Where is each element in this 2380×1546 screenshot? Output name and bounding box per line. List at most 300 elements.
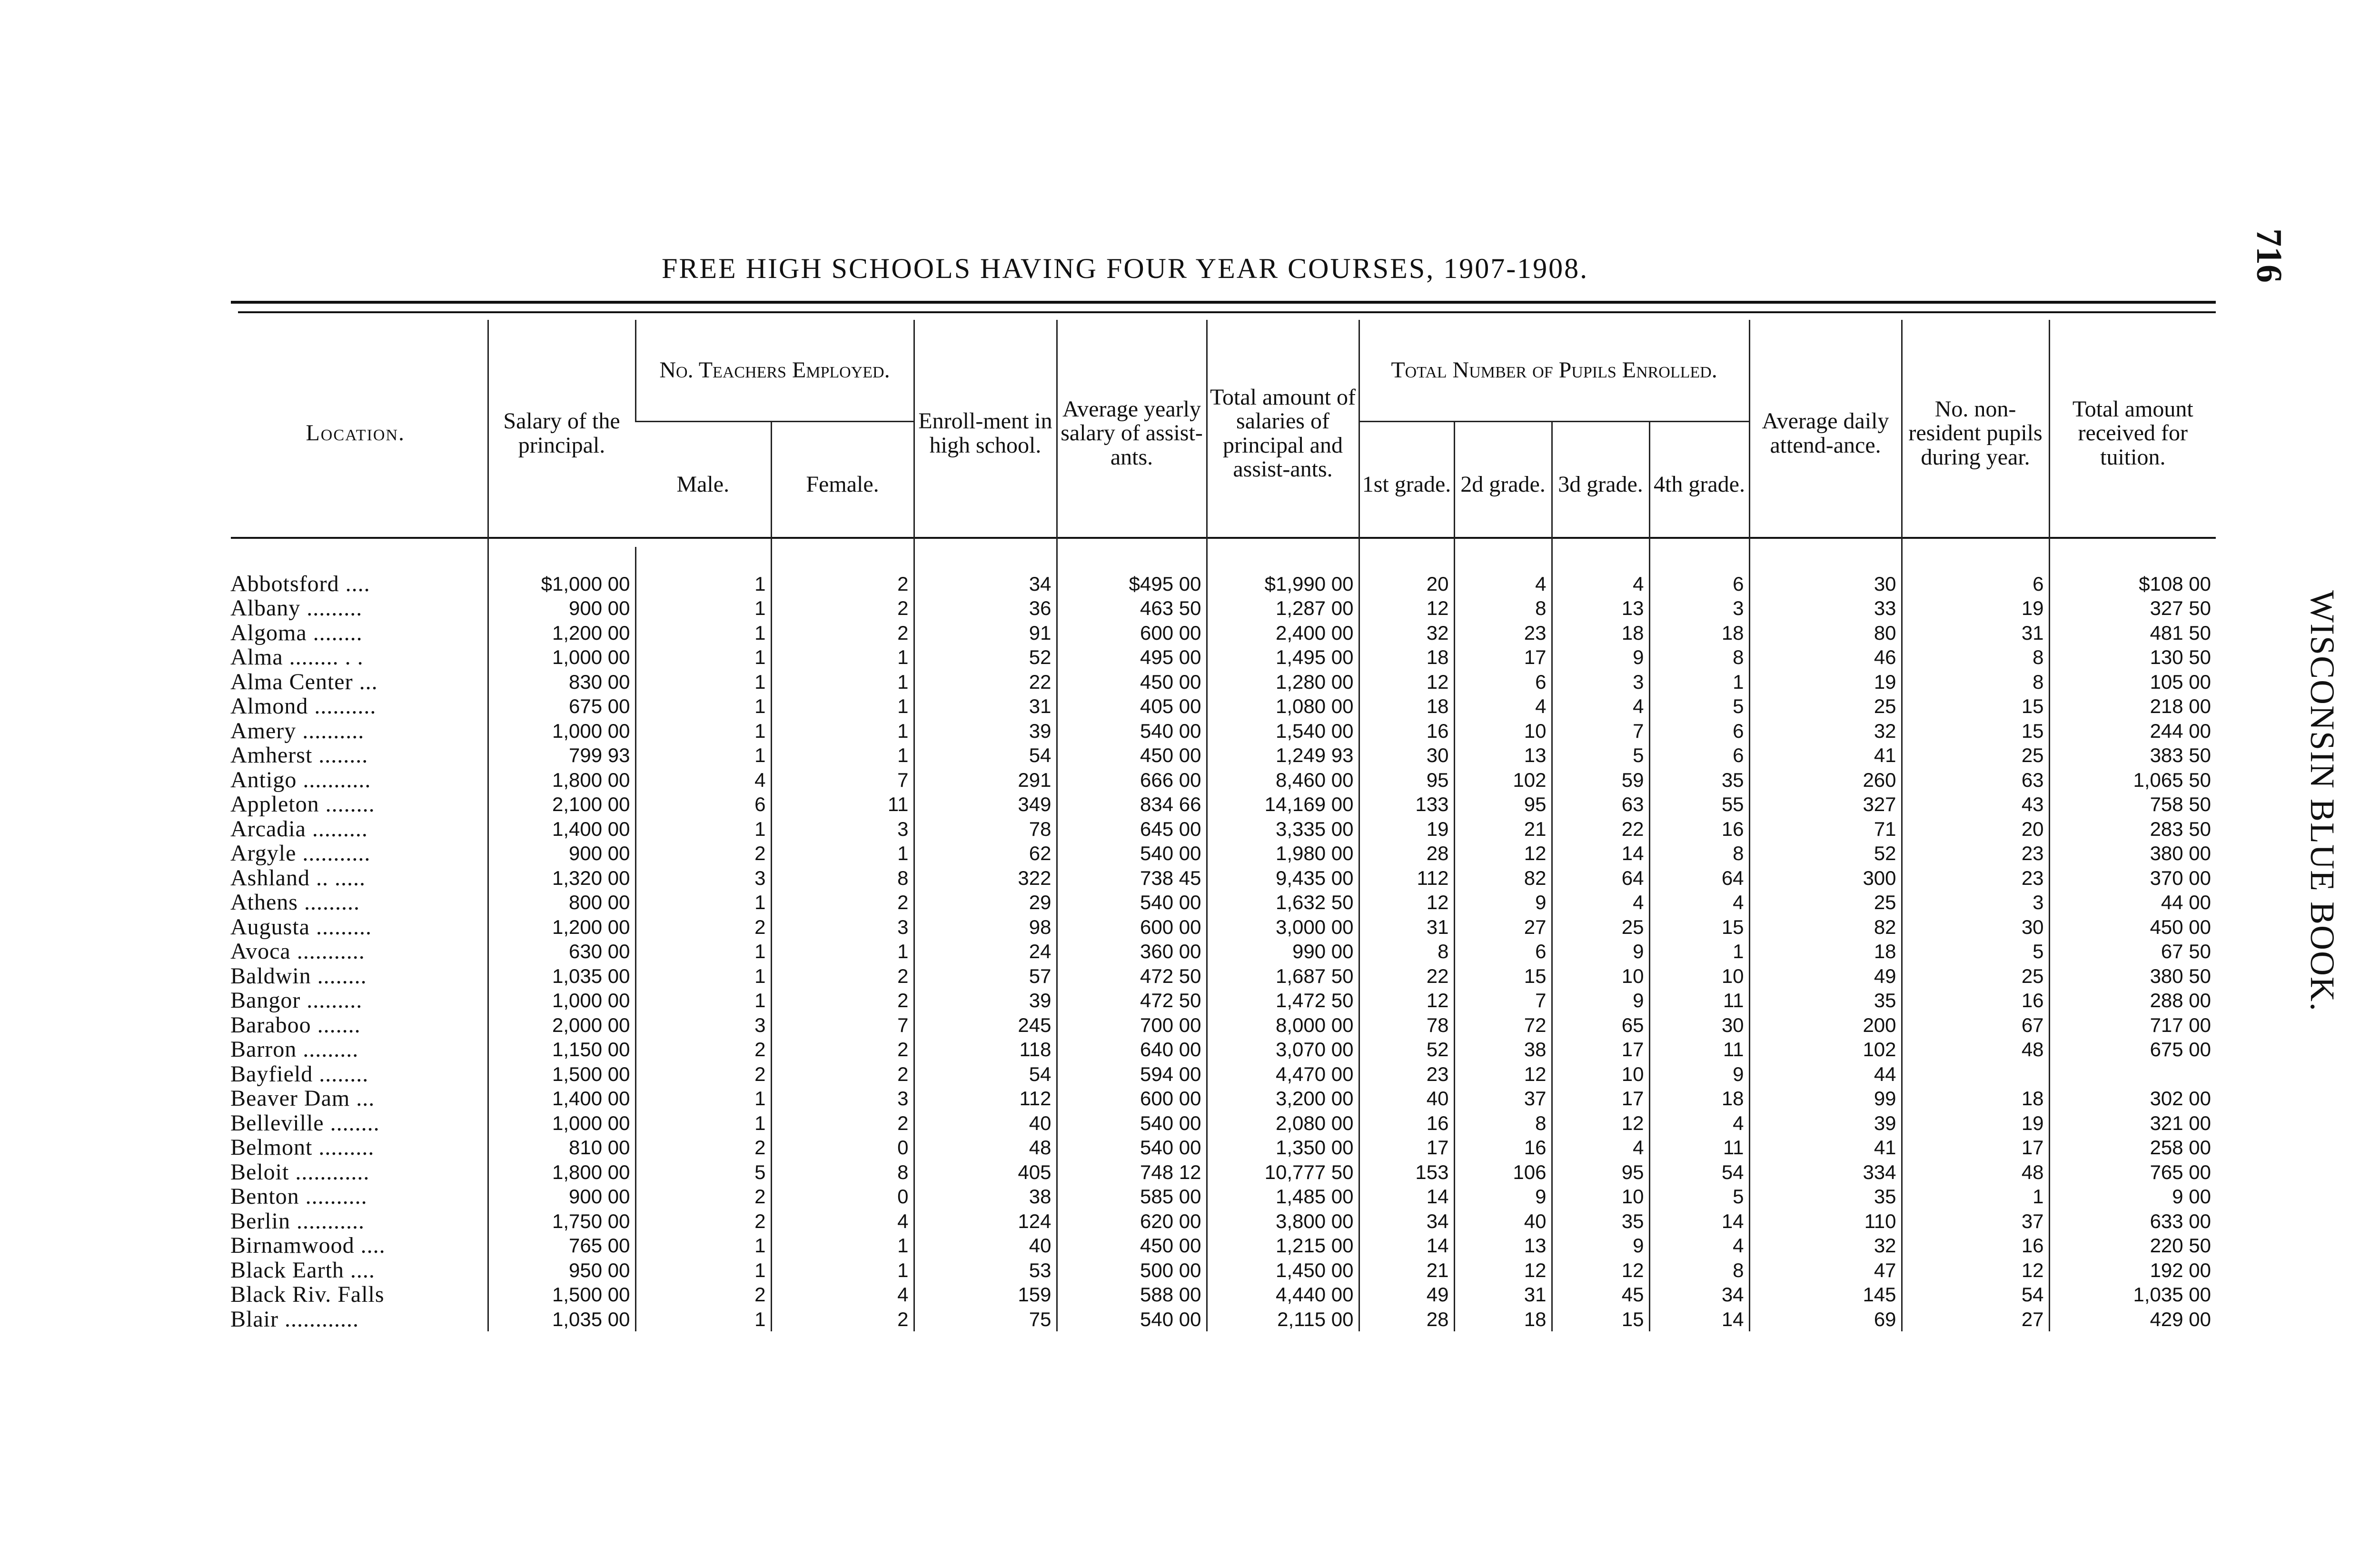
cell-male-teachers: 5 <box>635 1160 771 1185</box>
cell-female-teachers: 2 <box>771 621 914 645</box>
cell-female-teachers: 1 <box>771 1258 914 1283</box>
cell-male-teachers: 1 <box>635 1233 771 1258</box>
cell-location: Algoma ........ <box>230 620 363 645</box>
cell-total-salaries: 1,287 00 <box>1207 596 1359 621</box>
cell-nonresident-pupils: 16 <box>1902 988 2049 1013</box>
cell-grade-4: 14 <box>1649 1307 1749 1332</box>
table-row <box>224 572 2216 596</box>
cell-grade-2: 102 <box>1454 768 1552 793</box>
cell-male-teachers: 2 <box>635 915 771 940</box>
cell-tuition: 130 50 <box>2049 645 2216 670</box>
cell-avg-salary-assistants: 360 00 <box>1057 939 1207 964</box>
cell-enrollment: 34 <box>914 572 1057 596</box>
cell-male-teachers: 1 <box>635 743 771 768</box>
cell-location: Albany ......... <box>230 596 363 621</box>
cell-grade-2: 27 <box>1454 915 1552 940</box>
cell-location: Blair ............ <box>230 1307 359 1331</box>
cell-nonresident-pupils: 25 <box>1902 743 2049 768</box>
cell-salary-principal: $1,000 00 <box>488 572 635 596</box>
cell-nonresident-pupils: 48 <box>1902 1037 2049 1062</box>
cell-salary-principal: 2,100 00 <box>488 792 635 817</box>
cell-grade-4: 11 <box>1649 1135 1749 1160</box>
cell-enrollment: 40 <box>914 1111 1057 1136</box>
cell-male-teachers: 1 <box>635 694 771 719</box>
cell-total-salaries: 4,440 00 <box>1207 1282 1359 1307</box>
cell-location: Baraboo ....... <box>230 1012 361 1037</box>
cell-enrollment: 349 <box>914 792 1057 817</box>
cell-total-salaries: 4,470 00 <box>1207 1062 1359 1087</box>
cell-grade-2: 40 <box>1454 1209 1552 1234</box>
cell-female-teachers: 8 <box>771 866 914 891</box>
header-avg-salary-assistants: Average yearly salary of assist-ants. <box>1057 320 1207 547</box>
cell-grade-1: 23 <box>1359 1062 1454 1087</box>
cell-location: Abbotsford .... <box>230 571 370 596</box>
cell-male-teachers: 2 <box>635 1062 771 1087</box>
cell-tuition: 380 00 <box>2049 841 2216 866</box>
cell-grade-4: 18 <box>1649 1086 1749 1111</box>
cell-grade-3: 7 <box>1552 719 1649 743</box>
cell-salary-principal: 1,750 00 <box>488 1209 635 1234</box>
cell-nonresident-pupils: 3 <box>1902 890 2049 915</box>
cell-salary-principal: 630 00 <box>488 939 635 964</box>
cell-total-salaries: 3,200 00 <box>1207 1086 1359 1111</box>
cell-grade-1: 95 <box>1359 768 1454 793</box>
cell-grade-1: 14 <box>1359 1184 1454 1209</box>
cell-female-teachers: 1 <box>771 1233 914 1258</box>
cell-tuition: 450 00 <box>2049 915 2216 940</box>
cell-avg-salary-assistants: 738 45 <box>1057 866 1207 891</box>
cell-salary-principal: 900 00 <box>488 1184 635 1209</box>
cell-salary-principal: 1,035 00 <box>488 1307 635 1332</box>
cell-avg-salary-assistants: 405 00 <box>1057 694 1207 719</box>
cell-avg-attendance: 19 <box>1749 670 1902 694</box>
cell-salary-principal: 1,200 00 <box>488 621 635 645</box>
table-row <box>224 1209 2216 1234</box>
cell-nonresident-pupils: 25 <box>1902 964 2049 989</box>
cell-tuition: 383 50 <box>2049 743 2216 768</box>
cell-salary-principal: 1,000 00 <box>488 988 635 1013</box>
cell-grade-2: 8 <box>1454 596 1552 621</box>
cell-tuition: 380 50 <box>2049 964 2216 989</box>
cell-grade-2: 17 <box>1454 645 1552 670</box>
cell-avg-salary-assistants: 588 00 <box>1057 1282 1207 1307</box>
cell-grade-1: 12 <box>1359 596 1454 621</box>
cell-grade-3: 13 <box>1552 596 1649 621</box>
cell-total-salaries: 1,450 00 <box>1207 1258 1359 1283</box>
cell-avg-attendance: 18 <box>1749 939 1902 964</box>
cell-avg-attendance: 44 <box>1749 1062 1902 1087</box>
cell-salary-principal: 1,320 00 <box>488 866 635 891</box>
table-row <box>224 890 2216 915</box>
cell-enrollment: 39 <box>914 719 1057 743</box>
cell-location: Antigo ........... <box>230 767 371 792</box>
cell-tuition: 1,035 00 <box>2049 1282 2216 1307</box>
cell-total-salaries: 2,400 00 <box>1207 621 1359 645</box>
cell-male-teachers: 2 <box>635 1037 771 1062</box>
cell-grade-2: 18 <box>1454 1307 1552 1332</box>
cell-tuition: 283 50 <box>2049 817 2216 842</box>
cell-grade-1: 78 <box>1359 1013 1454 1038</box>
cell-female-teachers: 0 <box>771 1135 914 1160</box>
cell-enrollment: 118 <box>914 1037 1057 1062</box>
cell-female-teachers: 2 <box>771 988 914 1013</box>
cell-grade-3: 12 <box>1552 1258 1649 1283</box>
cell-grade-2: 21 <box>1454 817 1552 842</box>
cell-grade-2: 82 <box>1454 866 1552 891</box>
cell-tuition: 288 00 <box>2049 988 2216 1013</box>
cell-grade-2: 16 <box>1454 1135 1552 1160</box>
table-row <box>224 817 2216 842</box>
cell-male-teachers: 1 <box>635 1086 771 1111</box>
cell-avg-attendance: 33 <box>1749 596 1902 621</box>
cell-location: Amherst ........ <box>230 743 368 768</box>
cell-grade-4: 1 <box>1649 670 1749 694</box>
cell-male-teachers: 1 <box>635 988 771 1013</box>
cell-location: Baldwin ........ <box>230 963 367 988</box>
cell-avg-attendance: 71 <box>1749 817 1902 842</box>
cell-grade-2: 95 <box>1454 792 1552 817</box>
cell-tuition: 218 00 <box>2049 694 2216 719</box>
cell-location: Avoca ........... <box>230 939 365 964</box>
cell-grade-3: 35 <box>1552 1209 1649 1234</box>
table-row <box>224 939 2216 964</box>
cell-grade-3: 9 <box>1552 1233 1649 1258</box>
cell-grade-4: 11 <box>1649 1037 1749 1062</box>
cell-avg-salary-assistants: 585 00 <box>1057 1184 1207 1209</box>
table-row <box>224 1258 2216 1283</box>
cell-tuition: 429 00 <box>2049 1307 2216 1332</box>
cell-total-salaries: 1,495 00 <box>1207 645 1359 670</box>
cell-enrollment: 40 <box>914 1233 1057 1258</box>
cell-female-teachers: 2 <box>771 890 914 915</box>
cell-enrollment: 22 <box>914 670 1057 694</box>
cell-enrollment: 124 <box>914 1209 1057 1234</box>
cell-avg-attendance: 41 <box>1749 743 1902 768</box>
cell-avg-salary-assistants: 472 50 <box>1057 988 1207 1013</box>
cell-grade-1: 28 <box>1359 1307 1454 1332</box>
cell-enrollment: 75 <box>914 1307 1057 1332</box>
cell-nonresident-pupils: 23 <box>1902 866 2049 891</box>
cell-nonresident-pupils: 15 <box>1902 719 2049 743</box>
cell-grade-4: 3 <box>1649 596 1749 621</box>
cell-tuition: 327 50 <box>2049 596 2216 621</box>
header-pupils-enrolled: Total Number of Pupils Enrolled. <box>1359 320 1749 422</box>
cell-grade-2: 106 <box>1454 1160 1552 1185</box>
cell-location: Black Earth .... <box>230 1258 375 1282</box>
cell-avg-attendance: 110 <box>1749 1209 1902 1234</box>
cell-grade-1: 21 <box>1359 1258 1454 1283</box>
cell-avg-attendance: 41 <box>1749 1135 1902 1160</box>
table-row <box>224 1160 2216 1185</box>
cell-nonresident-pupils: 15 <box>1902 694 2049 719</box>
cell-grade-4: 11 <box>1649 988 1749 1013</box>
cell-avg-attendance: 46 <box>1749 645 1902 670</box>
cell-enrollment: 24 <box>914 939 1057 964</box>
cell-nonresident-pupils: 16 <box>1902 1233 2049 1258</box>
cell-tuition: 105 00 <box>2049 670 2216 694</box>
cell-avg-attendance: 35 <box>1749 988 1902 1013</box>
cell-tuition: 244 00 <box>2049 719 2216 743</box>
cell-enrollment: 38 <box>914 1184 1057 1209</box>
cell-male-teachers: 1 <box>635 939 771 964</box>
cell-tuition: 481 50 <box>2049 621 2216 645</box>
table-row <box>224 1135 2216 1160</box>
cell-salary-principal: 799 93 <box>488 743 635 768</box>
cell-female-teachers: 1 <box>771 694 914 719</box>
cell-female-teachers: 0 <box>771 1184 914 1209</box>
cell-male-teachers: 1 <box>635 890 771 915</box>
cell-male-teachers: 1 <box>635 645 771 670</box>
cell-nonresident-pupils: 8 <box>1902 670 2049 694</box>
cell-total-salaries: $1,990 00 <box>1207 572 1359 596</box>
cell-avg-salary-assistants: 495 00 <box>1057 645 1207 670</box>
cell-avg-salary-assistants: 540 00 <box>1057 1135 1207 1160</box>
header-grade-2: 2d grade. <box>1454 422 1552 547</box>
cell-tuition: 765 00 <box>2049 1160 2216 1185</box>
cell-grade-3: 95 <box>1552 1160 1649 1185</box>
cell-enrollment: 39 <box>914 988 1057 1013</box>
cell-location: Augusta ......... <box>230 914 372 939</box>
cell-male-teachers: 1 <box>635 670 771 694</box>
table-row <box>224 768 2216 793</box>
cell-avg-attendance: 145 <box>1749 1282 1902 1307</box>
table-row <box>224 1086 2216 1111</box>
table-row <box>224 645 2216 670</box>
cell-grade-3: 22 <box>1552 817 1649 842</box>
table-row <box>224 866 2216 891</box>
cell-enrollment: 91 <box>914 621 1057 645</box>
cell-salary-principal: 1,000 00 <box>488 1111 635 1136</box>
cell-salary-principal: 1,400 00 <box>488 817 635 842</box>
title-rule-thin <box>238 311 2216 313</box>
cell-avg-salary-assistants: 594 00 <box>1057 1062 1207 1087</box>
cell-avg-salary-assistants: 540 00 <box>1057 841 1207 866</box>
table-row <box>224 670 2216 694</box>
cell-avg-salary-assistants: 834 66 <box>1057 792 1207 817</box>
cell-enrollment: 36 <box>914 596 1057 621</box>
cell-female-teachers: 2 <box>771 1111 914 1136</box>
cell-nonresident-pupils: 63 <box>1902 768 2049 793</box>
cell-enrollment: 54 <box>914 1062 1057 1087</box>
cell-location: Alma ........ . . <box>230 645 364 670</box>
cell-avg-attendance: 25 <box>1749 890 1902 915</box>
cell-grade-1: 40 <box>1359 1086 1454 1111</box>
cell-avg-attendance: 260 <box>1749 768 1902 793</box>
table-row <box>224 1307 2216 1332</box>
cell-female-teachers: 7 <box>771 1013 914 1038</box>
cell-tuition <box>2049 1062 2216 1087</box>
table-row <box>224 915 2216 940</box>
cell-enrollment: 291 <box>914 768 1057 793</box>
cell-grade-2: 38 <box>1454 1037 1552 1062</box>
cell-female-teachers: 11 <box>771 792 914 817</box>
cell-male-teachers: 4 <box>635 768 771 793</box>
cell-grade-4: 4 <box>1649 1233 1749 1258</box>
cell-grade-4: 4 <box>1649 1111 1749 1136</box>
cell-grade-1: 8 <box>1359 939 1454 964</box>
cell-total-salaries: 8,460 00 <box>1207 768 1359 793</box>
cell-grade-3: 9 <box>1552 988 1649 1013</box>
cell-grade-1: 112 <box>1359 866 1454 891</box>
cell-avg-attendance: 30 <box>1749 572 1902 596</box>
cell-grade-1: 14 <box>1359 1233 1454 1258</box>
cell-grade-2: 31 <box>1454 1282 1552 1307</box>
cell-enrollment: 57 <box>914 964 1057 989</box>
cell-grade-2: 9 <box>1454 1184 1552 1209</box>
cell-nonresident-pupils: 8 <box>1902 645 2049 670</box>
cell-total-salaries: 2,115 00 <box>1207 1307 1359 1332</box>
cell-avg-salary-assistants: 450 00 <box>1057 743 1207 768</box>
cell-grade-3: 17 <box>1552 1037 1649 1062</box>
cell-male-teachers: 3 <box>635 866 771 891</box>
cell-total-salaries: 10,777 50 <box>1207 1160 1359 1185</box>
cell-nonresident-pupils: 18 <box>1902 1086 2049 1111</box>
cell-grade-1: 12 <box>1359 670 1454 694</box>
header-location: Location. <box>306 420 406 446</box>
header-male: Male. <box>676 471 730 497</box>
cell-female-teachers: 3 <box>771 1086 914 1111</box>
cell-location: Bayfield ........ <box>230 1061 369 1086</box>
cell-salary-principal: 950 00 <box>488 1258 635 1283</box>
title-rule <box>231 301 2216 304</box>
cell-grade-2: 12 <box>1454 1258 1552 1283</box>
cell-avg-attendance: 35 <box>1749 1184 1902 1209</box>
cell-female-teachers: 2 <box>771 572 914 596</box>
cell-nonresident-pupils: 43 <box>1902 792 2049 817</box>
cell-grade-1: 19 <box>1359 817 1454 842</box>
cell-total-salaries: 1,632 50 <box>1207 890 1359 915</box>
header-salary-principal: Salary of the principal. <box>488 320 635 547</box>
cell-salary-principal: 2,000 00 <box>488 1013 635 1038</box>
cell-salary-principal: 1,800 00 <box>488 1160 635 1185</box>
cell-male-teachers: 3 <box>635 1013 771 1038</box>
page-number: 716 <box>2249 228 2289 283</box>
cell-nonresident-pupils: 5 <box>1902 939 2049 964</box>
cell-female-teachers: 2 <box>771 1062 914 1087</box>
cell-total-salaries: 1,472 50 <box>1207 988 1359 1013</box>
cell-male-teachers: 6 <box>635 792 771 817</box>
cell-salary-principal: 900 00 <box>488 841 635 866</box>
cell-total-salaries: 3,000 00 <box>1207 915 1359 940</box>
cell-grade-1: 12 <box>1359 988 1454 1013</box>
cell-enrollment: 54 <box>914 743 1057 768</box>
cell-grade-3: 9 <box>1552 939 1649 964</box>
cell-location: Beaver Dam ... <box>230 1086 375 1111</box>
cell-location: Athens ......... <box>230 890 360 915</box>
cell-tuition: 370 00 <box>2049 866 2216 891</box>
cell-grade-2: 37 <box>1454 1086 1552 1111</box>
cell-avg-attendance: 102 <box>1749 1037 1902 1062</box>
cell-male-teachers: 1 <box>635 621 771 645</box>
cell-avg-attendance: 200 <box>1749 1013 1902 1038</box>
cell-enrollment: 62 <box>914 841 1057 866</box>
cell-grade-4: 8 <box>1649 841 1749 866</box>
cell-grade-1: 17 <box>1359 1135 1454 1160</box>
cell-enrollment: 52 <box>914 645 1057 670</box>
cell-avg-attendance: 39 <box>1749 1111 1902 1136</box>
cell-tuition: 321 00 <box>2049 1111 2216 1136</box>
cell-grade-1: 31 <box>1359 915 1454 940</box>
table-row <box>224 988 2216 1013</box>
cell-avg-salary-assistants: 600 00 <box>1057 915 1207 940</box>
cell-female-teachers: 2 <box>771 1037 914 1062</box>
cell-female-teachers: 2 <box>771 596 914 621</box>
table-row <box>224 621 2216 645</box>
cell-avg-salary-assistants: 450 00 <box>1057 670 1207 694</box>
cell-avg-salary-assistants: 540 00 <box>1057 1307 1207 1332</box>
cell-grade-2: 13 <box>1454 1233 1552 1258</box>
cell-nonresident-pupils: 20 <box>1902 817 2049 842</box>
cell-nonresident-pupils: 19 <box>1902 1111 2049 1136</box>
cell-avg-attendance: 32 <box>1749 1233 1902 1258</box>
table-row <box>224 694 2216 719</box>
cell-male-teachers: 1 <box>635 572 771 596</box>
cell-nonresident-pupils: 23 <box>1902 841 2049 866</box>
table-row <box>224 841 2216 866</box>
cell-grade-4: 6 <box>1649 719 1749 743</box>
cell-tuition: 758 50 <box>2049 792 2216 817</box>
cell-grade-4: 30 <box>1649 1013 1749 1038</box>
cell-grade-4: 1 <box>1649 939 1749 964</box>
cell-grade-1: 22 <box>1359 964 1454 989</box>
cell-avg-attendance: 25 <box>1749 694 1902 719</box>
cell-nonresident-pupils: 12 <box>1902 1258 2049 1283</box>
cell-grade-1: 16 <box>1359 1111 1454 1136</box>
cell-avg-salary-assistants: 540 00 <box>1057 1111 1207 1136</box>
cell-tuition: 44 00 <box>2049 890 2216 915</box>
cell-avg-salary-assistants: 600 00 <box>1057 1086 1207 1111</box>
cell-location: Amery .......... <box>230 718 365 743</box>
table-row <box>224 743 2216 768</box>
cell-grade-1: 34 <box>1359 1209 1454 1234</box>
cell-salary-principal: 765 00 <box>488 1233 635 1258</box>
cell-grade-4: 5 <box>1649 1184 1749 1209</box>
cell-location: Alma Center ... <box>230 669 378 694</box>
cell-avg-salary-assistants: 500 00 <box>1057 1258 1207 1283</box>
cell-female-teachers: 1 <box>771 939 914 964</box>
header-tuition: Total amount received for tuition. <box>2049 320 2216 547</box>
cell-grade-4: 5 <box>1649 694 1749 719</box>
cell-salary-principal: 1,500 00 <box>488 1062 635 1087</box>
cell-location: Birnamwood .... <box>230 1233 386 1258</box>
cell-male-teachers: 2 <box>635 841 771 866</box>
cell-avg-attendance: 80 <box>1749 621 1902 645</box>
cell-grade-4: 34 <box>1649 1282 1749 1307</box>
cell-grade-2: 23 <box>1454 621 1552 645</box>
cell-grade-1: 16 <box>1359 719 1454 743</box>
cell-salary-principal: 1,035 00 <box>488 964 635 989</box>
cell-female-teachers: 8 <box>771 1160 914 1185</box>
cell-total-salaries: 1,485 00 <box>1207 1184 1359 1209</box>
table-row <box>224 719 2216 743</box>
cell-total-salaries: 8,000 00 <box>1207 1013 1359 1038</box>
cell-grade-3: 15 <box>1552 1307 1649 1332</box>
cell-nonresident-pupils: 17 <box>1902 1135 2049 1160</box>
cell-enrollment: 29 <box>914 890 1057 915</box>
cell-avg-salary-assistants: 645 00 <box>1057 817 1207 842</box>
cell-grade-3: 3 <box>1552 670 1649 694</box>
cell-location: Ashland .. ..... <box>230 865 366 890</box>
cell-male-teachers: 1 <box>635 1307 771 1332</box>
cell-location: Bangor ......... <box>230 988 363 1013</box>
cell-total-salaries: 3,070 00 <box>1207 1037 1359 1062</box>
header-nonresident-pupils: No. non-resident pupils during year. <box>1902 320 2049 547</box>
cell-location: Belleville ........ <box>230 1110 380 1135</box>
cell-grade-3: 25 <box>1552 915 1649 940</box>
cell-grade-1: 20 <box>1359 572 1454 596</box>
cell-total-salaries: 1,350 00 <box>1207 1135 1359 1160</box>
cell-salary-principal: 1,000 00 <box>488 645 635 670</box>
